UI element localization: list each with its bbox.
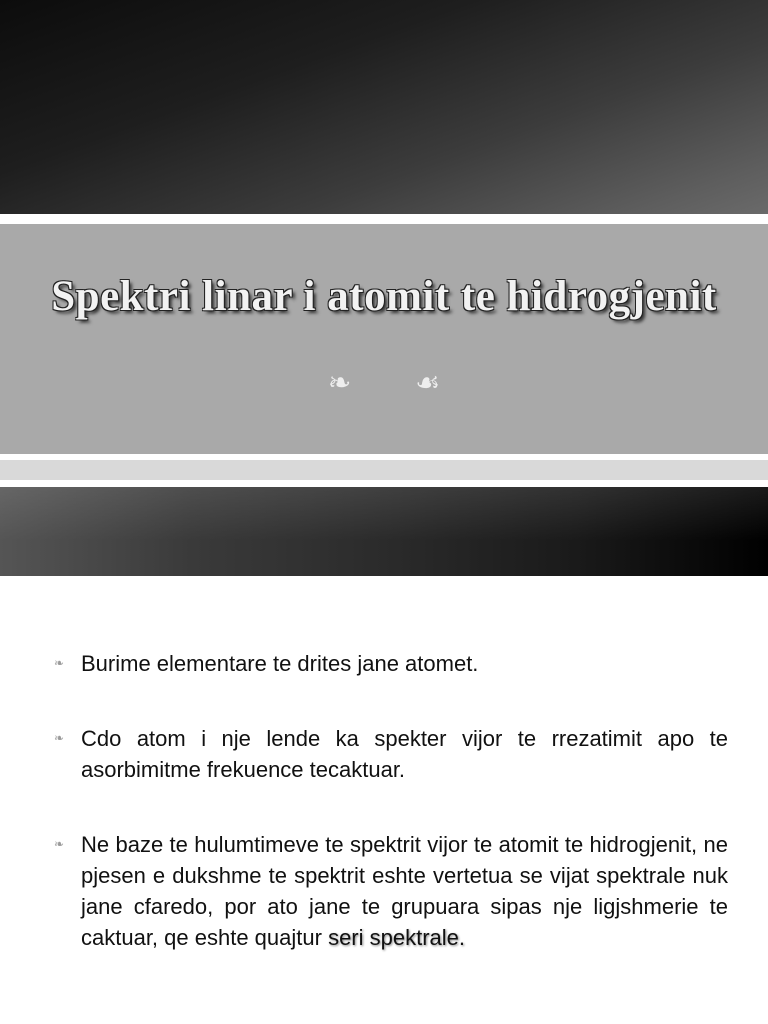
list-item bbox=[0, 723, 768, 785]
title-ornaments bbox=[0, 366, 768, 399]
title-slide-band bbox=[0, 224, 768, 454]
content-slide-header-bar bbox=[0, 487, 768, 576]
content-slide bbox=[0, 480, 768, 1024]
curl-bullet-icon: ❧ bbox=[54, 656, 65, 670]
list-item bbox=[0, 648, 768, 679]
ornament-left-icon: ❧ bbox=[327, 367, 352, 398]
list-item-text: Cdo atom i nje lende ka spekter vijor te rrezatimit apo te asorbimitme frekuence tecaktuar. bbox=[81, 726, 728, 782]
list-item bbox=[0, 829, 768, 953]
title-slide-top-gradient bbox=[0, 0, 768, 214]
list-item-text: Burime elementare te drites jane atomet. bbox=[81, 651, 479, 676]
list-item-text: Ne baze te hulumtimeve te spektrit vijor te atomit te hidrogjenit, ne pjesen e dukshme te spektrit eshte vertetua se vijat spektrale nuk jane cfaredo, por ato jane te grupuara sipas nje ligjshmerie te caktuar, qe eshte quajtur bbox=[81, 832, 728, 950]
title-slide bbox=[0, 0, 768, 480]
slide-title: Spektri linar i atomit te hidrogjenit bbox=[51, 273, 717, 320]
ornament-right-icon: ☙ bbox=[415, 367, 441, 398]
curl-bullet-icon: ❧ bbox=[54, 837, 65, 851]
bullet-list bbox=[0, 648, 768, 953]
list-item-emphasis: seri spektrale. bbox=[328, 925, 466, 950]
title-slide-bottom-strip bbox=[0, 460, 768, 480]
curl-bullet-icon: ❧ bbox=[54, 731, 65, 745]
